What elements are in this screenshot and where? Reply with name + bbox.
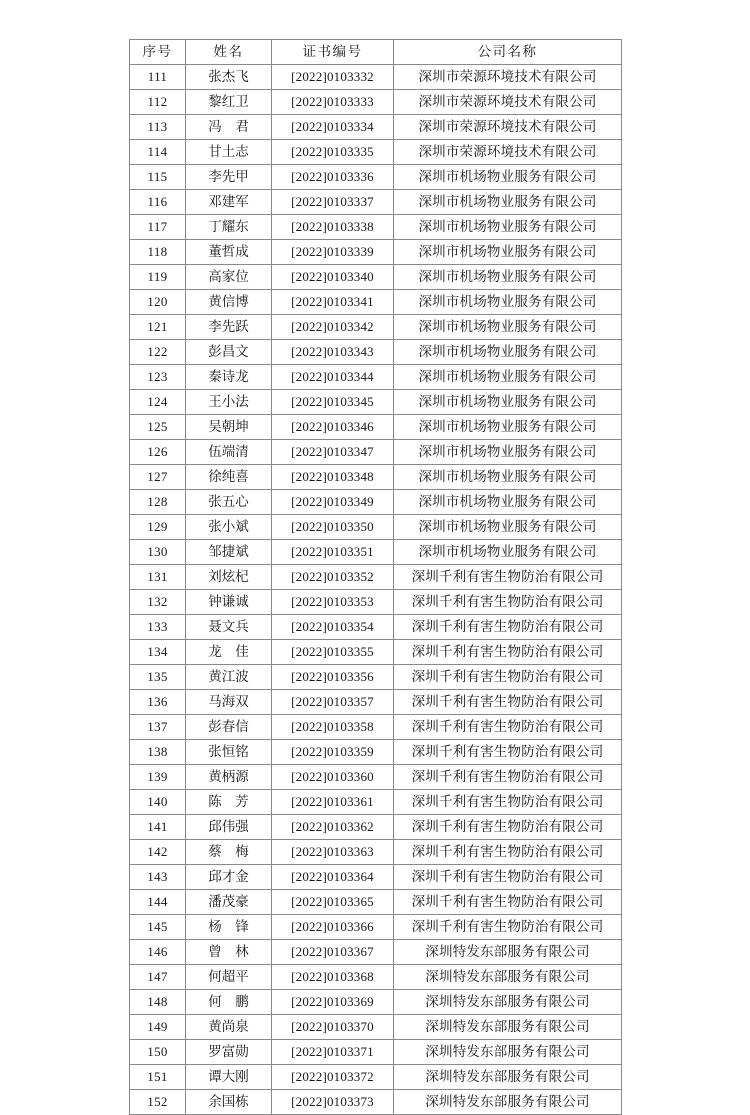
cell-cert-no: [2022]0103342 bbox=[272, 315, 394, 340]
cell-seq: 144 bbox=[130, 890, 186, 915]
cell-seq: 121 bbox=[130, 315, 186, 340]
cell-name: 彭昌文 bbox=[186, 340, 272, 365]
cell-seq: 114 bbox=[130, 140, 186, 165]
cell-name: 邱伟强 bbox=[186, 815, 272, 840]
table-row bbox=[130, 990, 622, 1015]
cell-seq: 136 bbox=[130, 690, 186, 715]
cell-seq: 122 bbox=[130, 340, 186, 365]
cell-company: 深圳千利有害生物防治有限公司 bbox=[394, 590, 622, 615]
cell-cert-no: [2022]0103363 bbox=[272, 840, 394, 865]
cell-seq: 124 bbox=[130, 390, 186, 415]
cell-company: 深圳市荣源环境技术有限公司 bbox=[394, 115, 622, 140]
table-row bbox=[130, 565, 622, 590]
cell-name: 罗富勋 bbox=[186, 1040, 272, 1065]
cell-cert-no: [2022]0103355 bbox=[272, 640, 394, 665]
cell-name: 高家位 bbox=[186, 265, 272, 290]
cell-cert-no: [2022]0103340 bbox=[272, 265, 394, 290]
cell-seq: 129 bbox=[130, 515, 186, 540]
table-row bbox=[130, 665, 622, 690]
table-row bbox=[130, 365, 622, 390]
table-row bbox=[130, 590, 622, 615]
cell-seq: 143 bbox=[130, 865, 186, 890]
cell-seq: 127 bbox=[130, 465, 186, 490]
cell-name: 邹捷斌 bbox=[186, 540, 272, 565]
table-row bbox=[130, 165, 622, 190]
cell-cert-no: [2022]0103373 bbox=[272, 1090, 394, 1115]
table-row bbox=[130, 490, 622, 515]
cell-name: 聂文兵 bbox=[186, 615, 272, 640]
table-row bbox=[130, 115, 622, 140]
cell-cert-no: [2022]0103369 bbox=[272, 990, 394, 1015]
cell-company: 深圳市荣源环境技术有限公司 bbox=[394, 90, 622, 115]
cell-name: 丁耀东 bbox=[186, 215, 272, 240]
table-row bbox=[130, 315, 622, 340]
cell-company: 深圳千利有害生物防治有限公司 bbox=[394, 915, 622, 940]
cell-cert-no: [2022]0103362 bbox=[272, 815, 394, 840]
cell-cert-no: [2022]0103341 bbox=[272, 290, 394, 315]
column-header-cert-no: 证书编号 bbox=[272, 40, 394, 65]
cell-company: 深圳特发东部服务有限公司 bbox=[394, 940, 622, 965]
cell-name: 李先甲 bbox=[186, 165, 272, 190]
table-row bbox=[130, 640, 622, 665]
cell-cert-no: [2022]0103345 bbox=[272, 390, 394, 415]
cell-cert-no: [2022]0103359 bbox=[272, 740, 394, 765]
cell-name: 陈 芳 bbox=[186, 790, 272, 815]
cell-company: 深圳市机场物业服务有限公司 bbox=[394, 215, 622, 240]
cell-cert-no: [2022]0103371 bbox=[272, 1040, 394, 1065]
cell-company: 深圳市机场物业服务有限公司 bbox=[394, 240, 622, 265]
cell-company: 深圳市机场物业服务有限公司 bbox=[394, 490, 622, 515]
table-row bbox=[130, 140, 622, 165]
cell-seq: 147 bbox=[130, 965, 186, 990]
cell-seq: 118 bbox=[130, 240, 186, 265]
cell-name: 甘土志 bbox=[186, 140, 272, 165]
table-row bbox=[130, 890, 622, 915]
cell-cert-no: [2022]0103337 bbox=[272, 190, 394, 215]
cell-seq: 142 bbox=[130, 840, 186, 865]
cell-seq: 111 bbox=[130, 65, 186, 90]
cell-seq: 119 bbox=[130, 265, 186, 290]
cell-name: 黄柄源 bbox=[186, 765, 272, 790]
table-row bbox=[130, 290, 622, 315]
column-header-company: 公司名称 bbox=[394, 40, 622, 65]
cell-cert-no: [2022]0103370 bbox=[272, 1015, 394, 1040]
cell-seq: 117 bbox=[130, 215, 186, 240]
cell-cert-no: [2022]0103367 bbox=[272, 940, 394, 965]
cell-name: 张恒铭 bbox=[186, 740, 272, 765]
cell-company: 深圳特发东部服务有限公司 bbox=[394, 1015, 622, 1040]
cell-seq: 150 bbox=[130, 1040, 186, 1065]
table-row bbox=[130, 1090, 622, 1115]
cell-cert-no: [2022]0103344 bbox=[272, 365, 394, 390]
cell-seq: 151 bbox=[130, 1065, 186, 1090]
cell-seq: 149 bbox=[130, 1015, 186, 1040]
cell-cert-no: [2022]0103365 bbox=[272, 890, 394, 915]
cell-cert-no: [2022]0103332 bbox=[272, 65, 394, 90]
cell-cert-no: [2022]0103335 bbox=[272, 140, 394, 165]
table-row bbox=[130, 815, 622, 840]
cell-company: 深圳市荣源环境技术有限公司 bbox=[394, 140, 622, 165]
table-row bbox=[130, 1065, 622, 1090]
cell-company: 深圳特发东部服务有限公司 bbox=[394, 965, 622, 990]
cell-seq: 138 bbox=[130, 740, 186, 765]
table-row bbox=[130, 515, 622, 540]
table-row bbox=[130, 1040, 622, 1065]
cell-company: 深圳特发东部服务有限公司 bbox=[394, 1040, 622, 1065]
cell-company: 深圳市机场物业服务有限公司 bbox=[394, 365, 622, 390]
cell-seq: 113 bbox=[130, 115, 186, 140]
cell-cert-no: [2022]0103358 bbox=[272, 715, 394, 740]
cell-cert-no: [2022]0103372 bbox=[272, 1065, 394, 1090]
table-row bbox=[130, 540, 622, 565]
cell-company: 深圳市机场物业服务有限公司 bbox=[394, 515, 622, 540]
cell-name: 黄尚泉 bbox=[186, 1015, 272, 1040]
cell-company: 深圳市机场物业服务有限公司 bbox=[394, 440, 622, 465]
cell-cert-no: [2022]0103339 bbox=[272, 240, 394, 265]
cell-name: 黄江波 bbox=[186, 665, 272, 690]
table-row bbox=[130, 690, 622, 715]
cell-company: 深圳千利有害生物防治有限公司 bbox=[394, 840, 622, 865]
cell-seq: 148 bbox=[130, 990, 186, 1015]
cell-company: 深圳市机场物业服务有限公司 bbox=[394, 465, 622, 490]
cell-seq: 131 bbox=[130, 565, 186, 590]
cell-seq: 125 bbox=[130, 415, 186, 440]
cell-company: 深圳千利有害生物防治有限公司 bbox=[394, 790, 622, 815]
table-row bbox=[130, 340, 622, 365]
cell-cert-no: [2022]0103334 bbox=[272, 115, 394, 140]
cell-cert-no: [2022]0103368 bbox=[272, 965, 394, 990]
cell-seq: 120 bbox=[130, 290, 186, 315]
table-row bbox=[130, 190, 622, 215]
cell-cert-no: [2022]0103364 bbox=[272, 865, 394, 890]
table-row bbox=[130, 790, 622, 815]
table-row bbox=[130, 65, 622, 90]
cell-name: 伍端清 bbox=[186, 440, 272, 465]
cell-company: 深圳千利有害生物防治有限公司 bbox=[394, 690, 622, 715]
cell-seq: 115 bbox=[130, 165, 186, 190]
table-row bbox=[130, 415, 622, 440]
cell-cert-no: [2022]0103338 bbox=[272, 215, 394, 240]
cell-cert-no: [2022]0103346 bbox=[272, 415, 394, 440]
cell-cert-no: [2022]0103350 bbox=[272, 515, 394, 540]
cell-seq: 145 bbox=[130, 915, 186, 940]
table-row bbox=[130, 740, 622, 765]
cell-cert-no: [2022]0103348 bbox=[272, 465, 394, 490]
table-row bbox=[130, 465, 622, 490]
cell-cert-no: [2022]0103351 bbox=[272, 540, 394, 565]
cell-seq: 134 bbox=[130, 640, 186, 665]
cell-company: 深圳市荣源环境技术有限公司 bbox=[394, 65, 622, 90]
cell-seq: 141 bbox=[130, 815, 186, 840]
cell-name: 谭大刚 bbox=[186, 1065, 272, 1090]
cell-cert-no: [2022]0103349 bbox=[272, 490, 394, 515]
cell-name: 张五心 bbox=[186, 490, 272, 515]
cell-company: 深圳千利有害生物防治有限公司 bbox=[394, 715, 622, 740]
cell-company: 深圳市机场物业服务有限公司 bbox=[394, 290, 622, 315]
table-row bbox=[130, 390, 622, 415]
cell-cert-no: [2022]0103357 bbox=[272, 690, 394, 715]
cell-seq: 130 bbox=[130, 540, 186, 565]
cell-cert-no: [2022]0103333 bbox=[272, 90, 394, 115]
cell-company: 深圳特发东部服务有限公司 bbox=[394, 1090, 622, 1115]
cell-cert-no: [2022]0103356 bbox=[272, 665, 394, 690]
cell-name: 彭春信 bbox=[186, 715, 272, 740]
table-row bbox=[130, 240, 622, 265]
cell-cert-no: [2022]0103352 bbox=[272, 565, 394, 590]
cell-name: 邱才金 bbox=[186, 865, 272, 890]
cell-name: 李先跃 bbox=[186, 315, 272, 340]
table-row bbox=[130, 1015, 622, 1040]
cell-company: 深圳特发东部服务有限公司 bbox=[394, 990, 622, 1015]
cell-name: 潘茂豪 bbox=[186, 890, 272, 915]
table-row bbox=[130, 965, 622, 990]
table-row bbox=[130, 90, 622, 115]
cell-seq: 123 bbox=[130, 365, 186, 390]
table-header-row bbox=[130, 40, 622, 65]
table-row bbox=[130, 615, 622, 640]
cell-company: 深圳千利有害生物防治有限公司 bbox=[394, 890, 622, 915]
table-row bbox=[130, 840, 622, 865]
table-body bbox=[130, 65, 622, 1115]
cell-seq: 116 bbox=[130, 190, 186, 215]
cell-seq: 132 bbox=[130, 590, 186, 615]
cell-seq: 137 bbox=[130, 715, 186, 740]
cell-company: 深圳特发东部服务有限公司 bbox=[394, 1065, 622, 1090]
cell-company: 深圳市机场物业服务有限公司 bbox=[394, 415, 622, 440]
cell-name: 何超平 bbox=[186, 965, 272, 990]
cell-name: 冯 君 bbox=[186, 115, 272, 140]
table-row bbox=[130, 915, 622, 940]
cell-name: 董哲成 bbox=[186, 240, 272, 265]
cell-seq: 152 bbox=[130, 1090, 186, 1115]
cell-name: 徐纯喜 bbox=[186, 465, 272, 490]
cell-name: 曾 林 bbox=[186, 940, 272, 965]
cell-seq: 112 bbox=[130, 90, 186, 115]
cell-cert-no: [2022]0103361 bbox=[272, 790, 394, 815]
column-header-name: 姓名 bbox=[186, 40, 272, 65]
cell-name: 邓建军 bbox=[186, 190, 272, 215]
table-row bbox=[130, 440, 622, 465]
cell-seq: 135 bbox=[130, 665, 186, 690]
cell-name: 刘炫杞 bbox=[186, 565, 272, 590]
cell-cert-no: [2022]0103360 bbox=[272, 765, 394, 790]
cell-cert-no: [2022]0103347 bbox=[272, 440, 394, 465]
cell-cert-no: [2022]0103336 bbox=[272, 165, 394, 190]
cell-seq: 133 bbox=[130, 615, 186, 640]
cell-name: 何 鹏 bbox=[186, 990, 272, 1015]
cell-company: 深圳市机场物业服务有限公司 bbox=[394, 540, 622, 565]
column-header-seq: 序号 bbox=[130, 40, 186, 65]
cell-company: 深圳千利有害生物防治有限公司 bbox=[394, 740, 622, 765]
cell-name: 杨 锋 bbox=[186, 915, 272, 940]
table-row bbox=[130, 765, 622, 790]
cell-name: 张杰飞 bbox=[186, 65, 272, 90]
cell-name: 黎红卫 bbox=[186, 90, 272, 115]
table-row bbox=[130, 215, 622, 240]
cell-cert-no: [2022]0103366 bbox=[272, 915, 394, 940]
cell-company: 深圳市机场物业服务有限公司 bbox=[394, 315, 622, 340]
cell-name: 张小斌 bbox=[186, 515, 272, 540]
cell-company: 深圳市机场物业服务有限公司 bbox=[394, 190, 622, 215]
cell-name: 吴朝坤 bbox=[186, 415, 272, 440]
table-row bbox=[130, 865, 622, 890]
certificate-roster-table bbox=[129, 39, 622, 1115]
table-row bbox=[130, 265, 622, 290]
cell-company: 深圳千利有害生物防治有限公司 bbox=[394, 640, 622, 665]
cell-name: 钟谦诚 bbox=[186, 590, 272, 615]
table-row bbox=[130, 715, 622, 740]
cell-cert-no: [2022]0103353 bbox=[272, 590, 394, 615]
cell-cert-no: [2022]0103354 bbox=[272, 615, 394, 640]
cell-seq: 140 bbox=[130, 790, 186, 815]
cell-seq: 126 bbox=[130, 440, 186, 465]
cell-name: 黄信博 bbox=[186, 290, 272, 315]
cell-company: 深圳千利有害生物防治有限公司 bbox=[394, 565, 622, 590]
cell-seq: 128 bbox=[130, 490, 186, 515]
cell-company: 深圳市机场物业服务有限公司 bbox=[394, 390, 622, 415]
cell-seq: 146 bbox=[130, 940, 186, 965]
cell-company: 深圳千利有害生物防治有限公司 bbox=[394, 765, 622, 790]
cell-company: 深圳千利有害生物防治有限公司 bbox=[394, 665, 622, 690]
cell-company: 深圳千利有害生物防治有限公司 bbox=[394, 615, 622, 640]
cell-company: 深圳市机场物业服务有限公司 bbox=[394, 340, 622, 365]
cell-name: 王小法 bbox=[186, 390, 272, 415]
cell-company: 深圳千利有害生物防治有限公司 bbox=[394, 815, 622, 840]
cell-company: 深圳市机场物业服务有限公司 bbox=[394, 265, 622, 290]
cell-name: 秦诗龙 bbox=[186, 365, 272, 390]
cell-name: 蔡 梅 bbox=[186, 840, 272, 865]
table-header bbox=[130, 40, 622, 65]
cell-name: 龙 佳 bbox=[186, 640, 272, 665]
cell-name: 马海双 bbox=[186, 690, 272, 715]
cell-cert-no: [2022]0103343 bbox=[272, 340, 394, 365]
table-row bbox=[130, 940, 622, 965]
certificate-table-container bbox=[129, 39, 621, 1115]
cell-company: 深圳市机场物业服务有限公司 bbox=[394, 165, 622, 190]
cell-name: 余国栋 bbox=[186, 1090, 272, 1115]
cell-company: 深圳千利有害生物防治有限公司 bbox=[394, 865, 622, 890]
cell-seq: 139 bbox=[130, 765, 186, 790]
